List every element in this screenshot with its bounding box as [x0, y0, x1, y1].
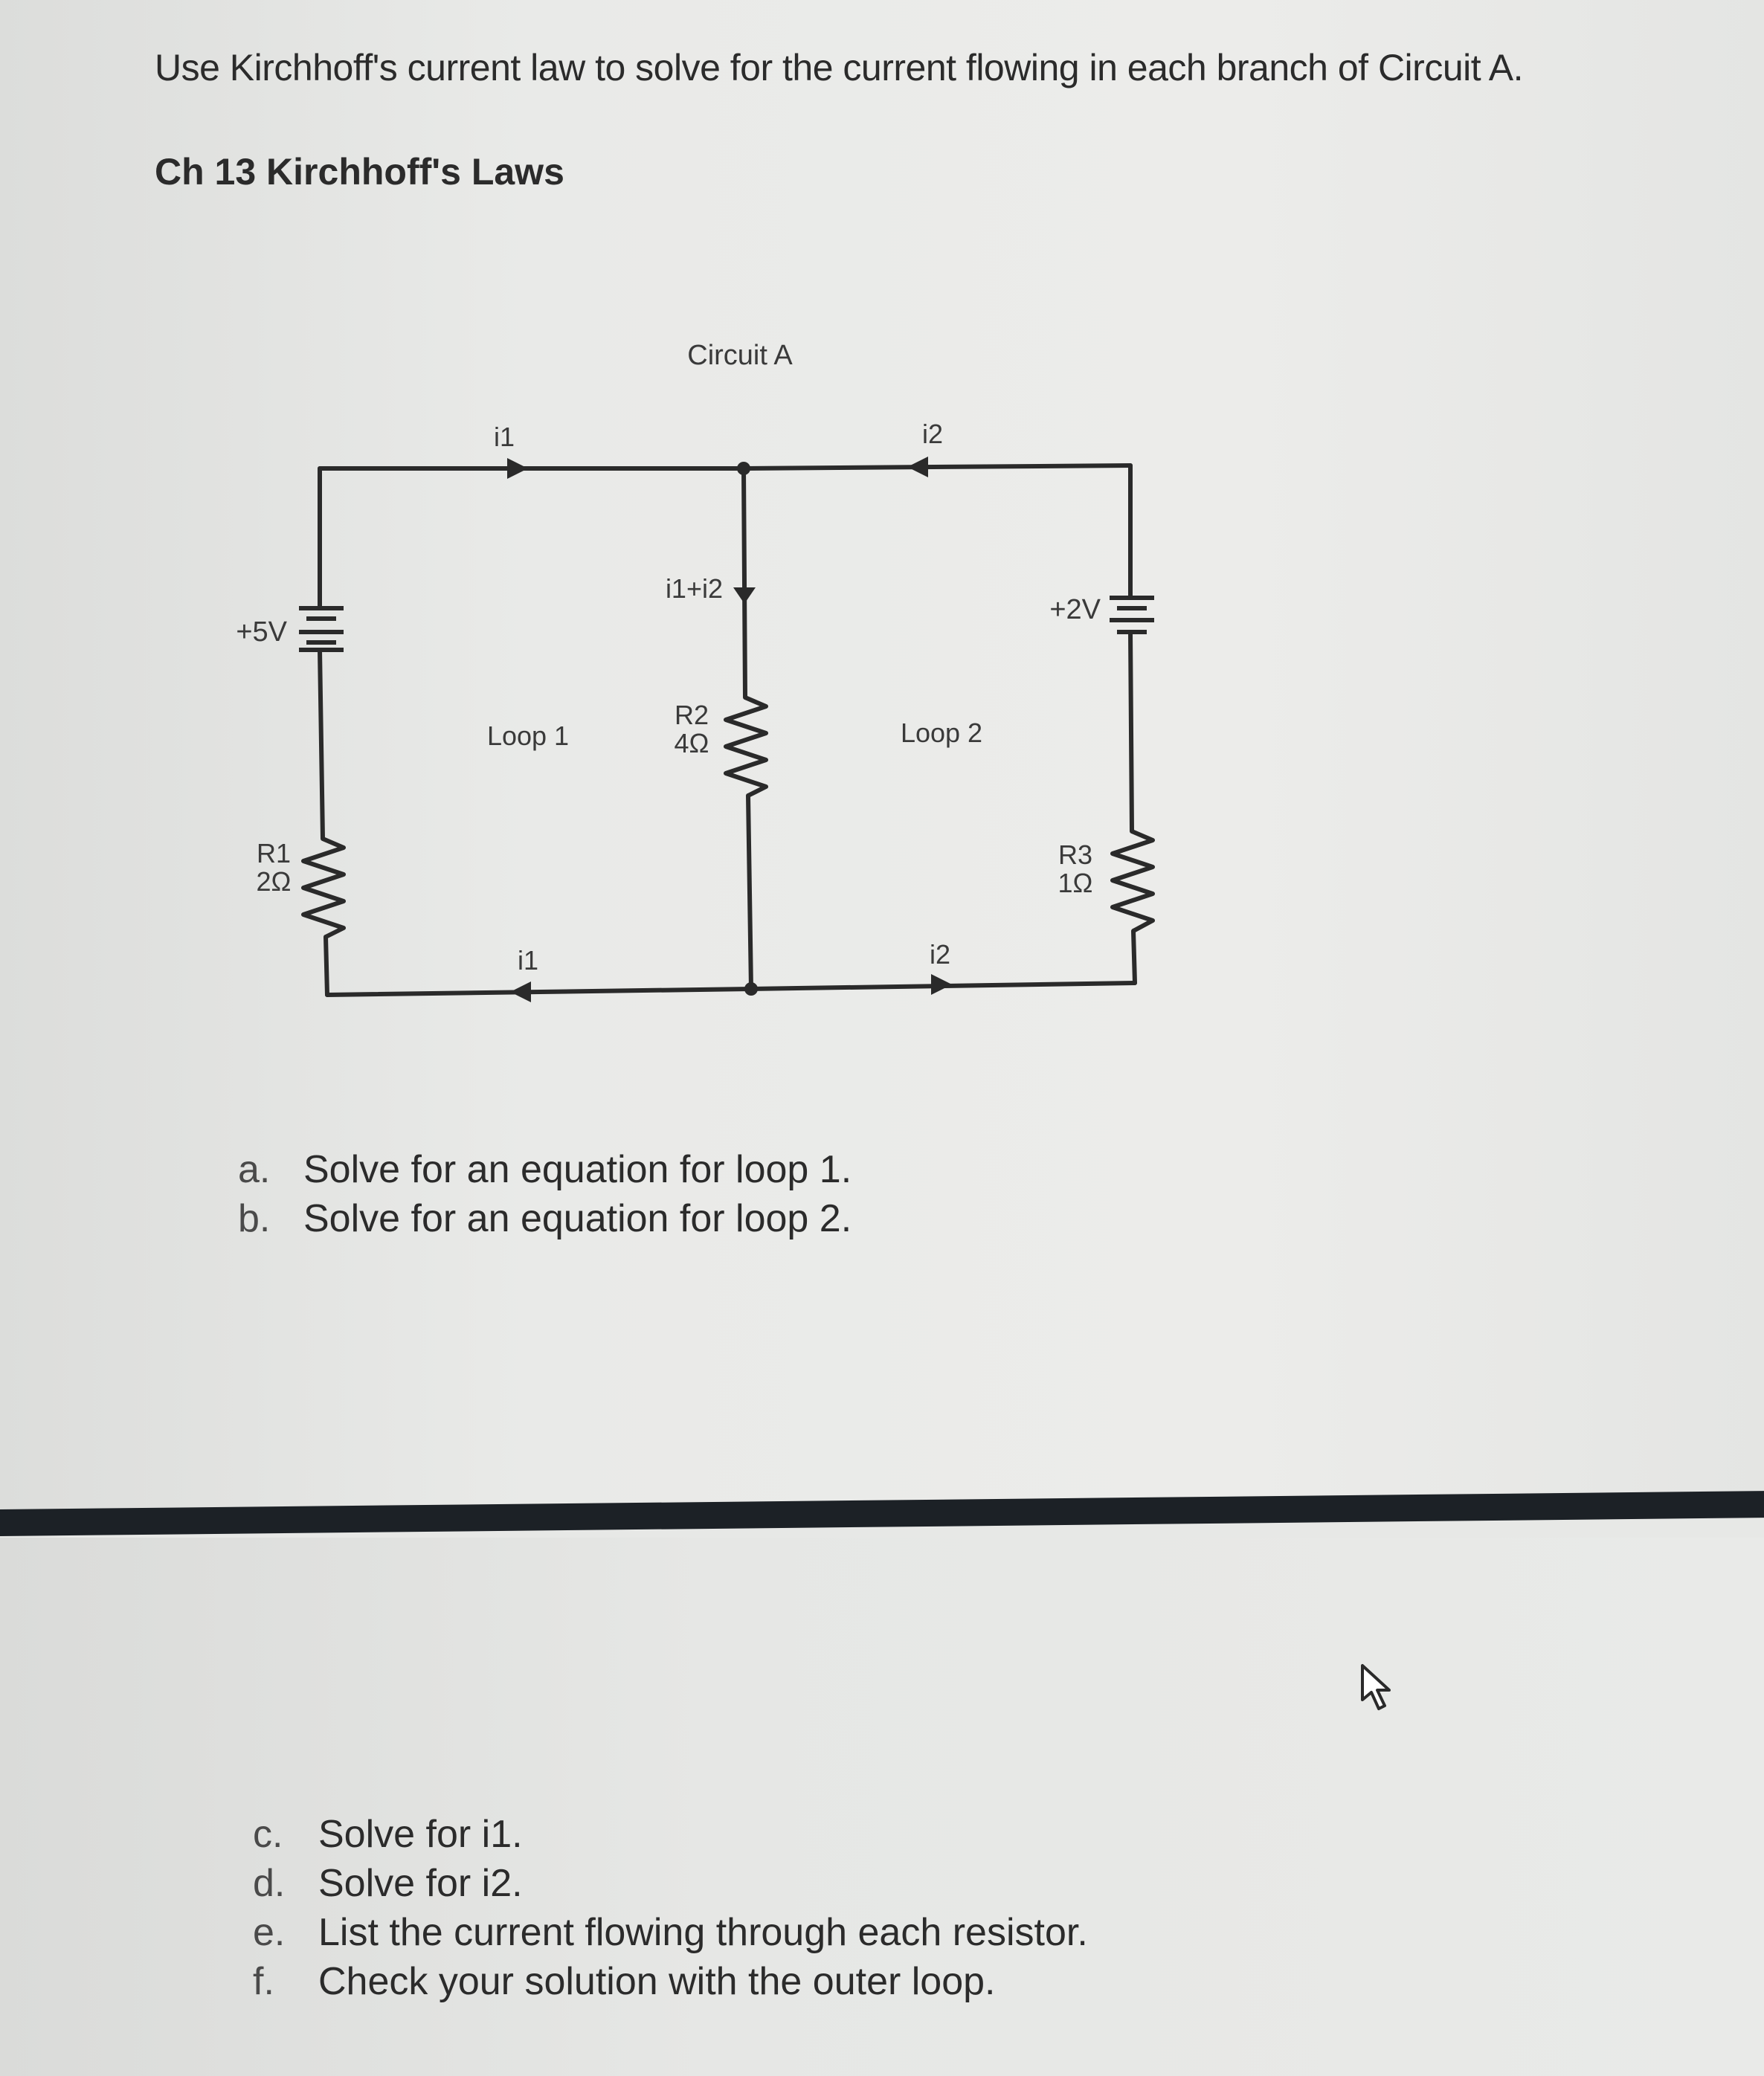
label-r2-value: 4Ω	[674, 728, 709, 758]
resistor-r1-symbol	[303, 839, 344, 937]
label-i2-bottom: i2	[929, 939, 951, 970]
top-wire	[320, 465, 1130, 468]
question-letter: e.	[253, 1911, 286, 1954]
middle-wire-upper	[744, 468, 745, 697]
label-loop-1: Loop 1	[486, 721, 570, 751]
question-letter: b.	[238, 1197, 271, 1240]
junction-top	[737, 462, 750, 475]
question-item	[238, 1194, 852, 1243]
junction-bottom	[744, 982, 758, 996]
label-left-source: +5V	[236, 616, 287, 648]
question-item	[253, 1957, 1088, 2006]
bottom-wire	[327, 983, 1135, 995]
chapter-heading: Ch 13 Kirchhoff's Laws	[155, 151, 564, 193]
label-r2-name: R2	[674, 700, 709, 730]
resistor-r2-symbol	[726, 697, 766, 796]
label-i1-top: i1	[493, 422, 515, 452]
question-item	[253, 1908, 1088, 1957]
arrow-i1-top	[507, 458, 528, 479]
question-letter: a.	[238, 1148, 271, 1191]
question-letter: d.	[253, 1862, 286, 1905]
label-right-source: +2V	[1049, 594, 1101, 625]
middle-wire-lower	[748, 796, 751, 989]
right-wire-lower	[1133, 931, 1135, 983]
arrow-i1-bottom	[510, 981, 531, 1002]
arrow-i2-top	[907, 457, 928, 477]
label-r1-value: 2Ω	[256, 866, 292, 897]
right-wire-middle	[1130, 632, 1132, 831]
question-item	[238, 1145, 852, 1194]
label-r1-name: R1	[256, 838, 292, 868]
battery-right-symbol	[1110, 598, 1154, 632]
question-list-top	[238, 1145, 852, 1243]
label-i2-top: i2	[921, 419, 944, 449]
resistor-r3-symbol	[1113, 831, 1153, 931]
label-i1-bottom: i1	[517, 945, 539, 976]
question-item	[253, 1810, 1088, 1859]
question-text: Solve for an equation for loop 1.	[303, 1148, 852, 1191]
question-text: Solve for i2.	[318, 1862, 523, 1905]
mouse-cursor-icon	[1358, 1663, 1403, 1715]
label-r3-value: 1Ω	[1058, 868, 1093, 898]
question-list-bottom	[253, 1810, 1088, 2006]
label-loop-2: Loop 2	[900, 718, 983, 748]
arrow-i1-plus-i2	[733, 587, 756, 604]
question-text: Solve for an equation for loop 2.	[303, 1197, 852, 1240]
instruction-text: Use Kirchhoff's current law to solve for the current flowing in each branch of Circuit A.	[155, 47, 1523, 88]
label-r3-name: R3	[1058, 839, 1093, 870]
question-text: Solve for i1.	[318, 1813, 523, 1856]
battery-left-symbol	[299, 608, 344, 650]
question-item	[253, 1859, 1088, 1908]
question-letter: c.	[253, 1813, 283, 1856]
left-wire-middle	[320, 650, 323, 839]
question-letter: f.	[253, 1960, 274, 2003]
label-i1-plus-i2: i1+i2	[665, 573, 723, 604]
arrow-i2-bottom	[931, 974, 952, 995]
circuit-title: Circuit A	[687, 340, 793, 371]
circuit-diagram	[216, 327, 1212, 1041]
question-text: List the current flowing through each resistor.	[318, 1911, 1088, 1954]
question-text: Check your solution with the outer loop.	[318, 1960, 996, 2003]
left-wire-lower	[326, 937, 327, 995]
